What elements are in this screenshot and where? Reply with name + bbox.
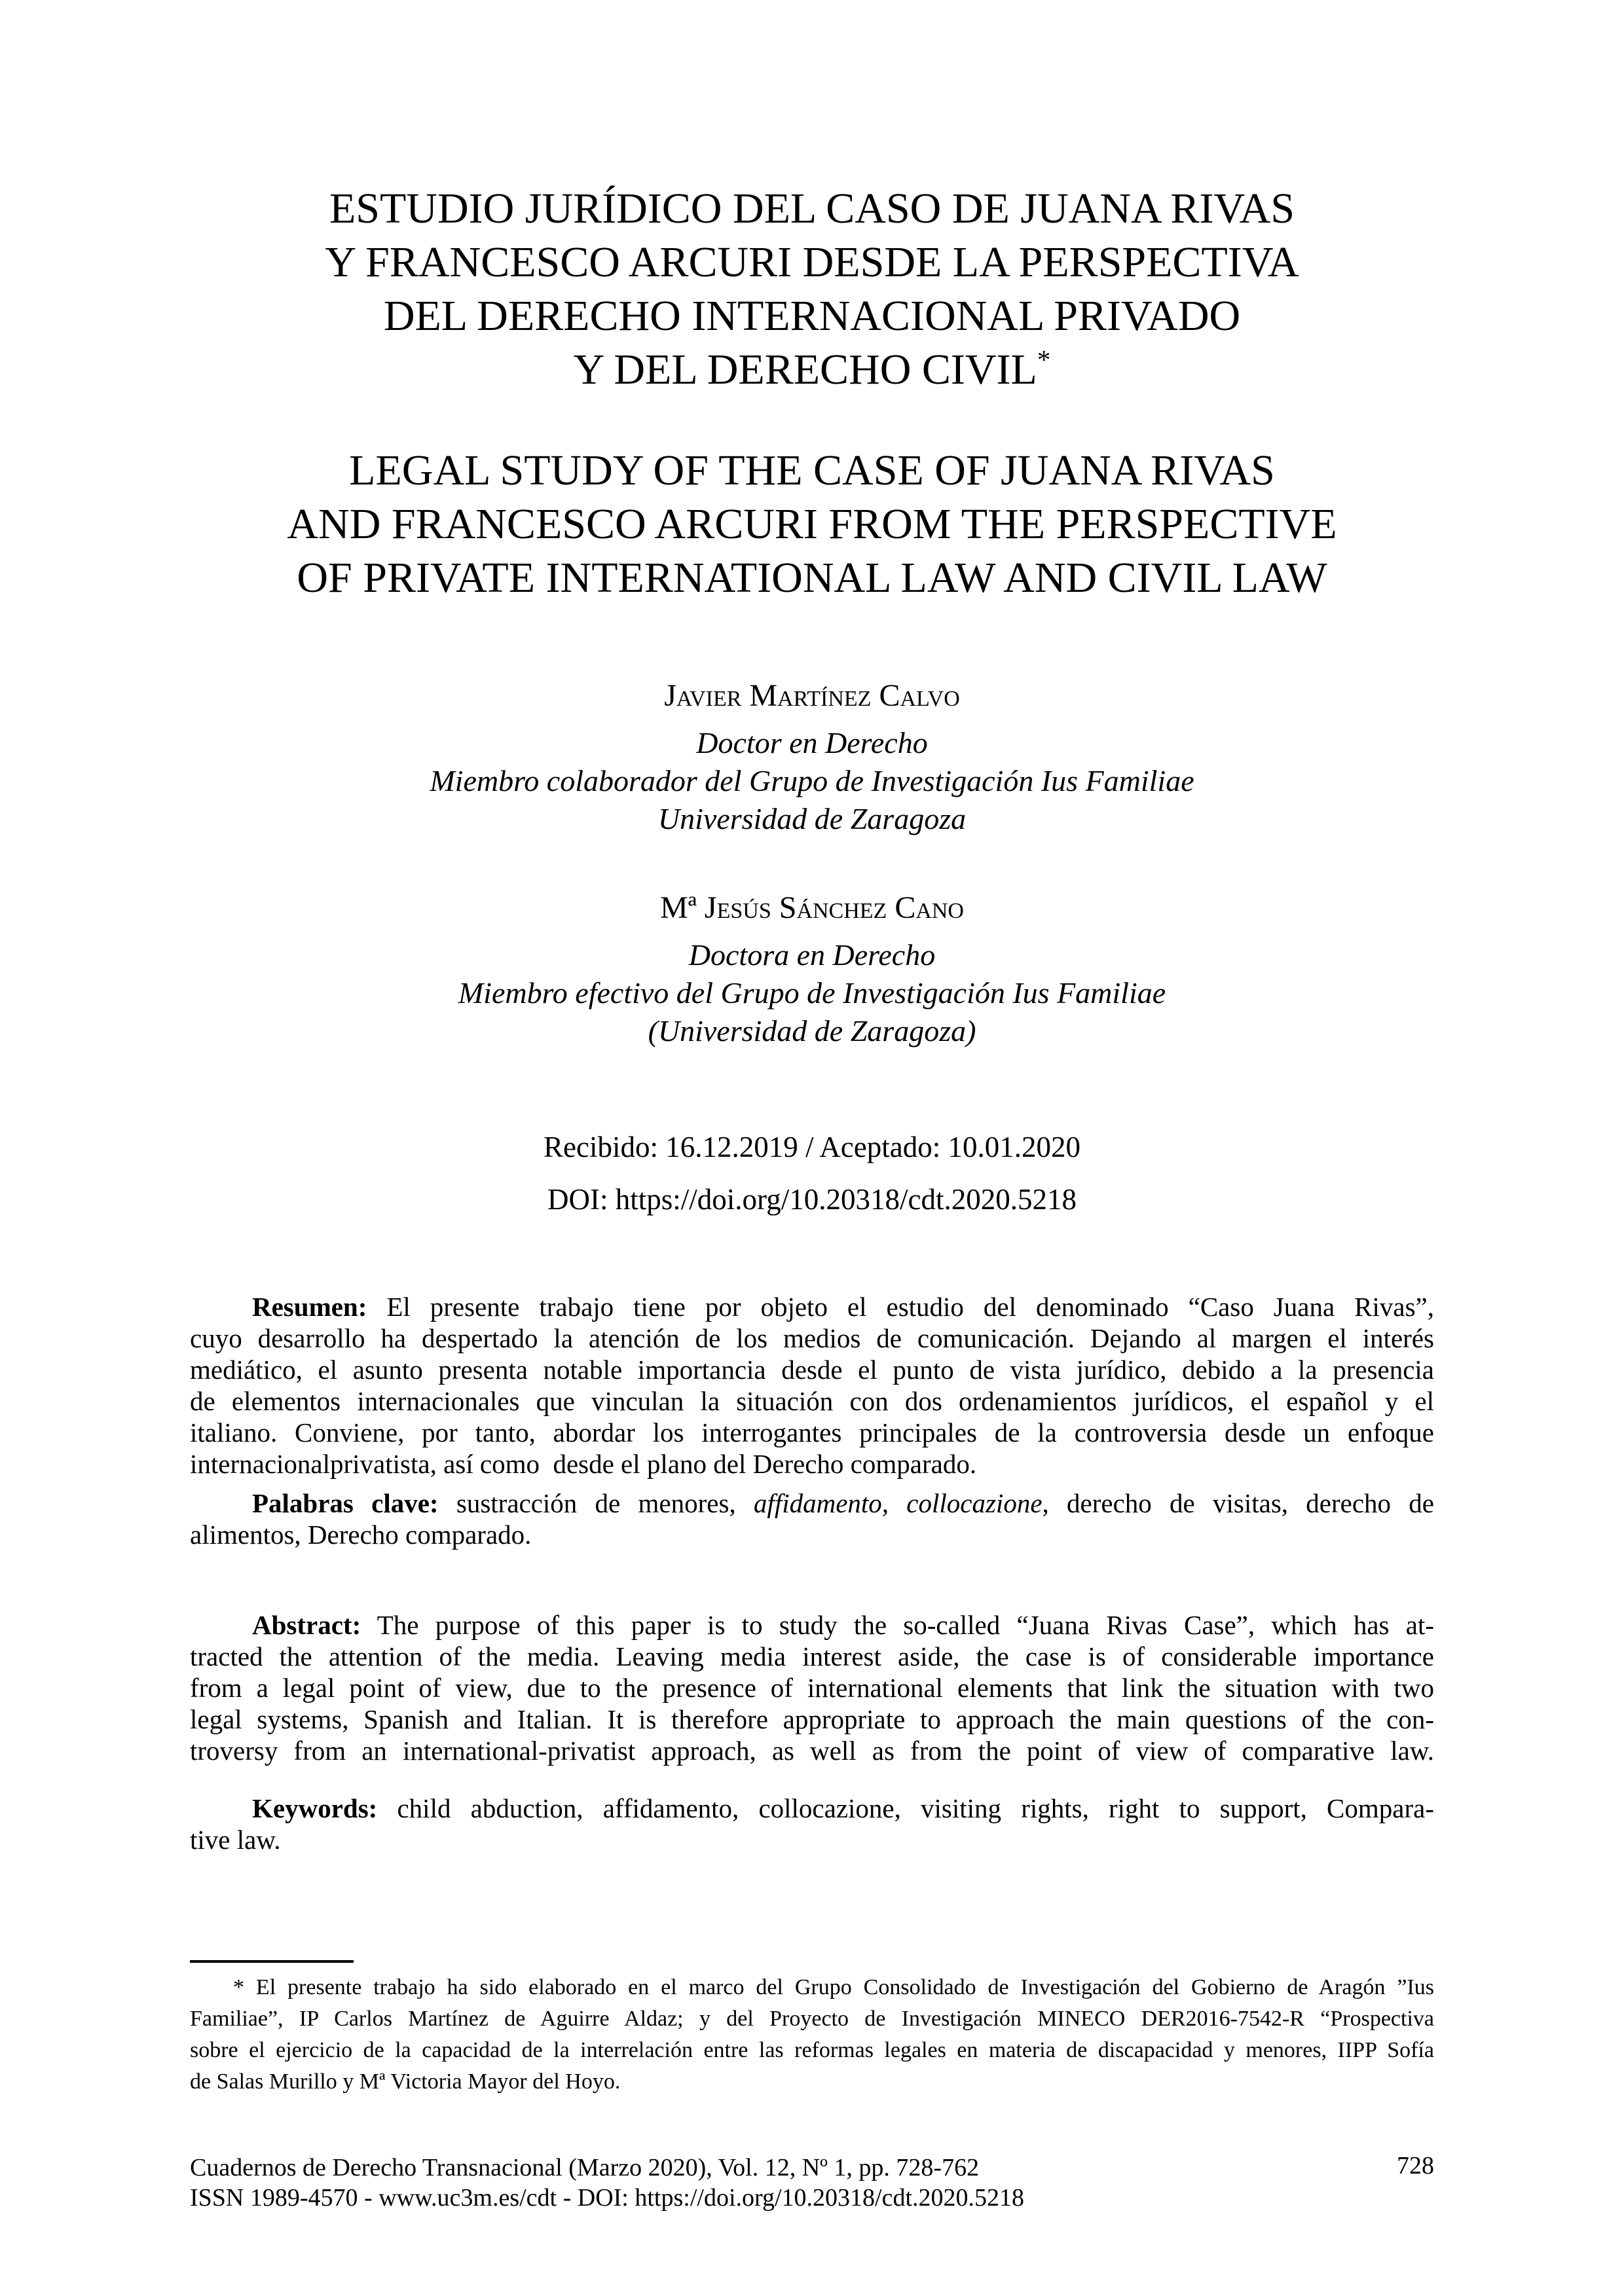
title-english <box>190 444 1434 605</box>
keywords-es-italic: affidamento, collocazione <box>753 1488 1043 1518</box>
resumen-line: El presente trabajo tiene por objeto el estudio del denominado “Caso Juana Rivas”, <box>386 1292 1434 1322</box>
doi-link[interactable]: https://doi.org/10.20318/cdt.2020.5218 <box>635 2184 1025 2212</box>
title-line: LEGAL STUDY OF THE CASE OF JUANA RIVAS <box>349 446 1275 494</box>
title-line: DEL DERECHO INTERNACIONAL PRIVADO <box>383 292 1241 340</box>
title-line <box>190 343 1434 397</box>
paragraph-line: de elementos internacionales que vinculan la situación con dos ordenamientos jurídicos, el español y el <box>190 1386 1434 1416</box>
title-line: OF PRIVATE INTERNATIONAL LAW AND CIVIL LAW <box>297 554 1327 602</box>
paragraph-line: mediático, el asunto presenta notable importancia desde el punto de vista jurídico, debido a la presencia <box>190 1355 1434 1385</box>
page-number: 728 <box>1397 2152 1434 2179</box>
title-line: AND FRANCESCO ARCURI FROM THE PERSPECTIVE <box>287 500 1337 548</box>
paragraph-line: tive law. <box>190 1825 281 1855</box>
doi-label: DOI: <box>547 1183 616 1216</box>
title-line: ESTUDIO JURÍDICO DEL CASO DE JUANA RIVAS <box>329 185 1295 232</box>
abstract-line: The purpose of this paper is to study the so-called “Juana Rivas Case”, which has at- <box>377 1610 1435 1640</box>
author-role: Universidad de Zaragoza <box>657 802 967 835</box>
issn-doi-line <box>190 2183 1434 2213</box>
received-accepted-line: Recibido: 16.12.2019 / Aceptado: 10.01.2020 <box>544 1131 1080 1163</box>
paragraph-line <box>190 1793 1434 1824</box>
paragraph-line: from a legal point of view, due to the presence of international elements that link the situation with two <box>190 1673 1434 1703</box>
keywords-line: child abduction, affidamento, collocazione, visiting rights, right to support, Compara- <box>397 1793 1434 1823</box>
keywords-label: Keywords: <box>252 1793 378 1823</box>
palabras-clave-section <box>190 1487 1434 1550</box>
paragraph-line: cuyo desarrollo ha despertado la atención de los medios de comunicación. Dejando al margen el interés <box>190 1323 1434 1353</box>
footnote-line: de Salas Murillo y Mª Victoria Mayor del Hoyo. <box>190 2069 621 2094</box>
paragraph-line: troversy from an international-privatist approach, as well as from the point of view of comparative law. <box>190 1736 1434 1766</box>
paragraph-line: tracted the attention of the media. Leaving media interest aside, the case is of considerable importance <box>190 1641 1434 1671</box>
footnote-separator <box>190 1960 354 1963</box>
footnote-marker: * <box>233 1975 244 1999</box>
doi-link[interactable]: https://doi.org/10.20318/cdt.2020.5218 <box>615 1183 1077 1216</box>
resumen-label: Resumen: <box>252 1292 367 1322</box>
footnote <box>190 1972 1434 2098</box>
abstract-section <box>190 1609 1434 1766</box>
keywords-es-text: , derecho de visitas, derecho de <box>1042 1488 1434 1518</box>
author-role: Miembro efectivo del Grupo de Investigación Ius Familiae <box>458 976 1166 1010</box>
title-spanish <box>190 182 1434 397</box>
palabras-clave-label: Palabras clave: <box>252 1488 439 1518</box>
keywords-section <box>190 1793 1434 1855</box>
title-line-text: Y DEL DERECHO CIVIL <box>573 346 1037 393</box>
paragraph-line: alimentos, Derecho comparado. <box>190 1520 532 1550</box>
issn-text: ISSN 1989-4570 - <box>190 2184 379 2212</box>
footnote-line: Familiae”, IP Carlos Martínez de Aguirre Aldaz; y del Proyecto de Investigación MINECO DER2016-7542-R “Prospectiva <box>190 2007 1434 2031</box>
author-name: Mª Jesús Sánchez Cano <box>660 890 964 925</box>
title-footnote-marker: * <box>1037 345 1051 374</box>
footnote-line: sobre el ejercicio de la capacidad de la interrelación entre las reformas legales en materia de discapacidad y menores, IIPP Sofía <box>190 2038 1434 2062</box>
paragraph-line: legal systems, Spanish and Italian. It is therefore appropriate to approach the main questions of the con- <box>190 1704 1434 1734</box>
footnote-text: El presente trabajo ha sido elaborado en el marco del Grupo Consolidado de Investigación del Gobierno de Aragón ”Ius <box>255 1975 1435 1999</box>
abstract-label: Abstract: <box>252 1610 361 1640</box>
journal-citation-line: Cuadernos de Derecho Transnacional (Marzo 2020), Vol. 12, Nº 1, pp. 728-762 <box>190 2154 980 2181</box>
doi-label: - DOI: <box>557 2184 635 2212</box>
author-name: Javier Martínez Calvo <box>664 678 960 713</box>
journal-site-link[interactable]: www.uc3m.es/cdt <box>378 2184 557 2212</box>
author-block <box>190 676 1434 838</box>
author-role: Doctora en Derecho <box>688 938 936 972</box>
keywords-es-text: sustracción de menores, <box>456 1488 754 1518</box>
author-role: Doctor en Derecho <box>696 726 928 759</box>
resumen-section <box>190 1291 1434 1480</box>
paragraph-line <box>190 1487 1434 1519</box>
title-line: Y FRANCESCO ARCURI DESDE LA PERSPECTIVA <box>325 238 1299 286</box>
author-role: (Universidad de Zaragoza) <box>648 1014 976 1048</box>
paragraph-line <box>190 1291 1434 1322</box>
paragraph-line: internacionalprivatista, así como desde el plano del Derecho comparado. <box>190 1449 977 1479</box>
footnote-line <box>190 1972 1434 2003</box>
paragraph-line: italiano. Conviene, por tanto, abordar los interrogantes principales de la controversia desde un enfoque <box>190 1417 1434 1448</box>
doi-line <box>190 1173 1434 1226</box>
author-role: Miembro colaborador del Grupo de Investigación Ius Familiae <box>430 764 1194 797</box>
paragraph-line <box>190 1609 1434 1641</box>
author-block <box>190 888 1434 1050</box>
article-meta <box>190 1121 1434 1226</box>
